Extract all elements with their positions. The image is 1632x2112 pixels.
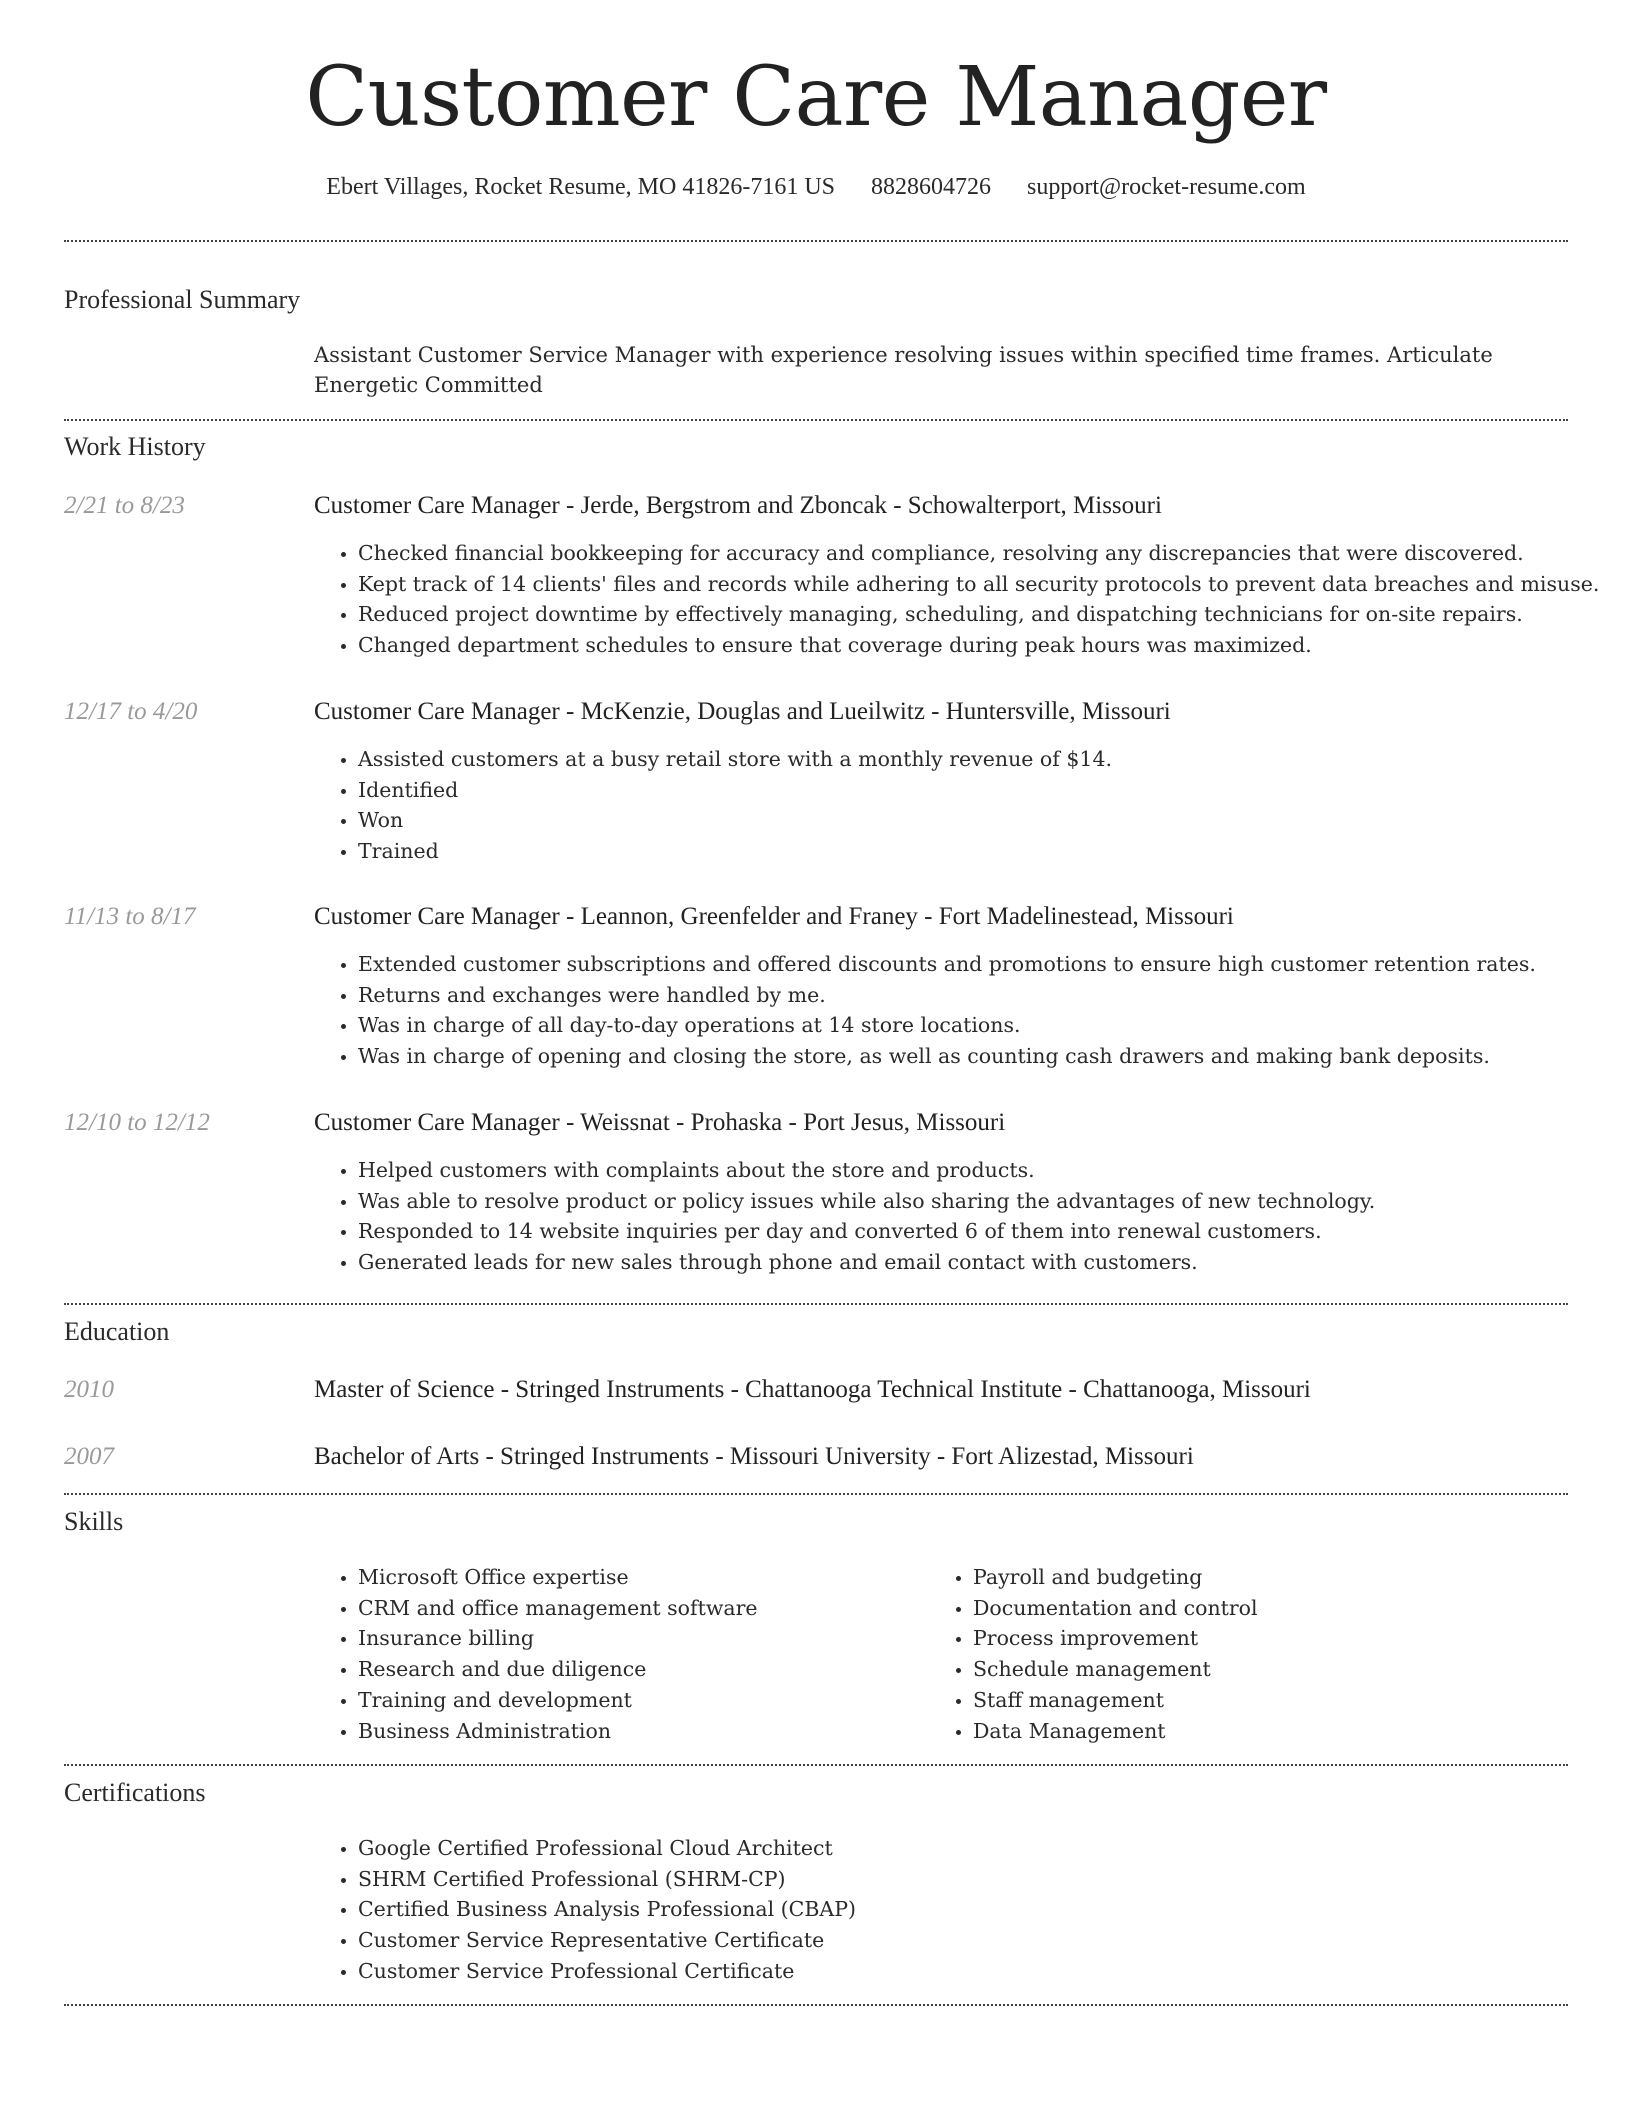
contact-line [0,170,1632,204]
job-title: Customer Care Manager - Jerde, Bergstrom and Zboncak - Schowalterport, Missouri [314,492,1162,519]
list-item: • Process improvement [973,1623,1632,1654]
list-item: • Assisted customers at a busy retail store with a monthly revenue of $14. [358,744,1608,775]
list-item: • Extended customer subscriptions and offered discounts and promotions to ensure high customer retention rates. [358,949,1608,980]
list-item: • Reduced project downtime by effectively managing, scheduling, and dispatching technicians for on-site repairs. [358,599,1608,630]
list-item: • Microsoft Office expertise [358,1562,1608,1593]
list-item: • Customer Service Professional Certificate [358,1956,1608,1987]
address-text: Ebert Villages, Rocket Resume, MO 41826-7161 US [326,174,836,200]
page-title: Customer Care Manager [305,50,1327,145]
list-item: • Helped customers with complaints about the store and products. [358,1155,1608,1186]
list-item: • Checked financial bookkeeping for accuracy and compliance, resolving any discrepancies that were discovered. [358,538,1608,569]
education-title: Master of Science - Stringed Instruments - Chattanooga Technical Institute - Chattanooga, Missouri [314,1376,1311,1403]
section-divider [64,2004,1568,2006]
job-bullets [314,949,1608,1072]
job-title: Customer Care Manager - Weissnat - Prohaska - Port Jesus, Missouri [314,1109,1006,1136]
education-title: Bachelor of Arts - Stringed Instruments - Missouri University - Fort Alizestad, Missouri [314,1443,1194,1470]
list-item: • Research and due diligence [358,1654,1608,1685]
email-text: support@rocket-resume.com [1027,174,1306,200]
list-item: • Trained [358,836,1608,867]
summary-heading: Professional Summary [64,285,301,314]
list-item: • Responded to 14 website inquiries per day and converted 6 of them into renewal customers. [358,1216,1608,1247]
list-item: • Training and development [358,1685,1608,1716]
job-dates: 2/21 to 8/23 [64,492,185,519]
section-divider [64,419,1568,421]
list-item: • Certified Business Analysis Professional (CBAP) [358,1894,1608,1925]
list-item: • Generated leads for new sales through phone and email contact with customers. [358,1247,1608,1278]
skills-heading: Skills [64,1507,124,1536]
phone-text: 8828604726 [871,174,992,200]
education-heading: Education [64,1317,170,1346]
list-item: • Google Certified Professional Cloud Architect [358,1833,1608,1864]
list-item: • Identified [358,775,1608,806]
job-dates: 11/13 to 8/17 [64,903,196,930]
list-item: • Payroll and budgeting [973,1562,1632,1593]
section-divider [64,1493,1568,1495]
list-item: • Data Management [973,1716,1632,1747]
list-item: • SHRM Certified Professional (SHRM-CP) [358,1864,1608,1895]
list-item: • Insurance billing [358,1623,1608,1654]
section-divider [64,1303,1568,1305]
work-history-heading: Work History [64,432,206,461]
list-item: • CRM and office management software [358,1593,1608,1624]
section-divider [64,1764,1568,1766]
list-item: • Was able to resolve product or policy issues while also sharing the advantages of new technology. [358,1186,1608,1217]
list-item: • Returns and exchanges were handled by me. [358,980,1608,1011]
section-divider [64,240,1568,242]
certifications-list [314,1833,1608,1987]
job-title: Customer Care Manager - McKenzie, Douglas and Lueilwitz - Huntersville, Missouri [314,698,1171,725]
education-year: 2007 [64,1443,114,1470]
certifications-heading: Certifications [64,1778,206,1807]
job-dates: 12/10 to 12/12 [64,1109,210,1136]
education-year: 2010 [64,1376,114,1403]
list-item: • Was in charge of all day-to-day operations at 14 store locations. [358,1010,1608,1041]
job-bullets [314,744,1608,867]
list-item: • Documentation and control [973,1593,1632,1624]
job-dates: 12/17 to 4/20 [64,698,198,725]
list-item: • Was in charge of opening and closing the store, as well as counting cash drawers and making bank deposits. [358,1041,1608,1072]
list-item: • Changed department schedules to ensure that coverage during peak hours was maximized. [358,630,1608,661]
list-item: • Staff management [973,1685,1632,1716]
list-item: • Kept track of 14 clients' files and records while adhering to all security protocols to prevent data breaches and misuse. [358,569,1608,600]
list-item: • Customer Service Representative Certificate [358,1925,1608,1956]
job-title: Customer Care Manager - Leannon, Greenfelder and Franey - Fort Madelinestead, Missouri [314,903,1234,930]
list-item: • Won [358,805,1608,836]
list-item: • Schedule management [973,1654,1632,1685]
resume-header [0,48,1632,204]
job-bullets [314,538,1608,661]
summary-text: Assistant Customer Service Manager with experience resolving issues within specified time frames. Articulate Energetic Committed [314,343,1493,397]
skills-list-right [929,1562,1632,1746]
list-item: • Business Administration [358,1716,1608,1747]
job-bullets [314,1155,1608,1278]
